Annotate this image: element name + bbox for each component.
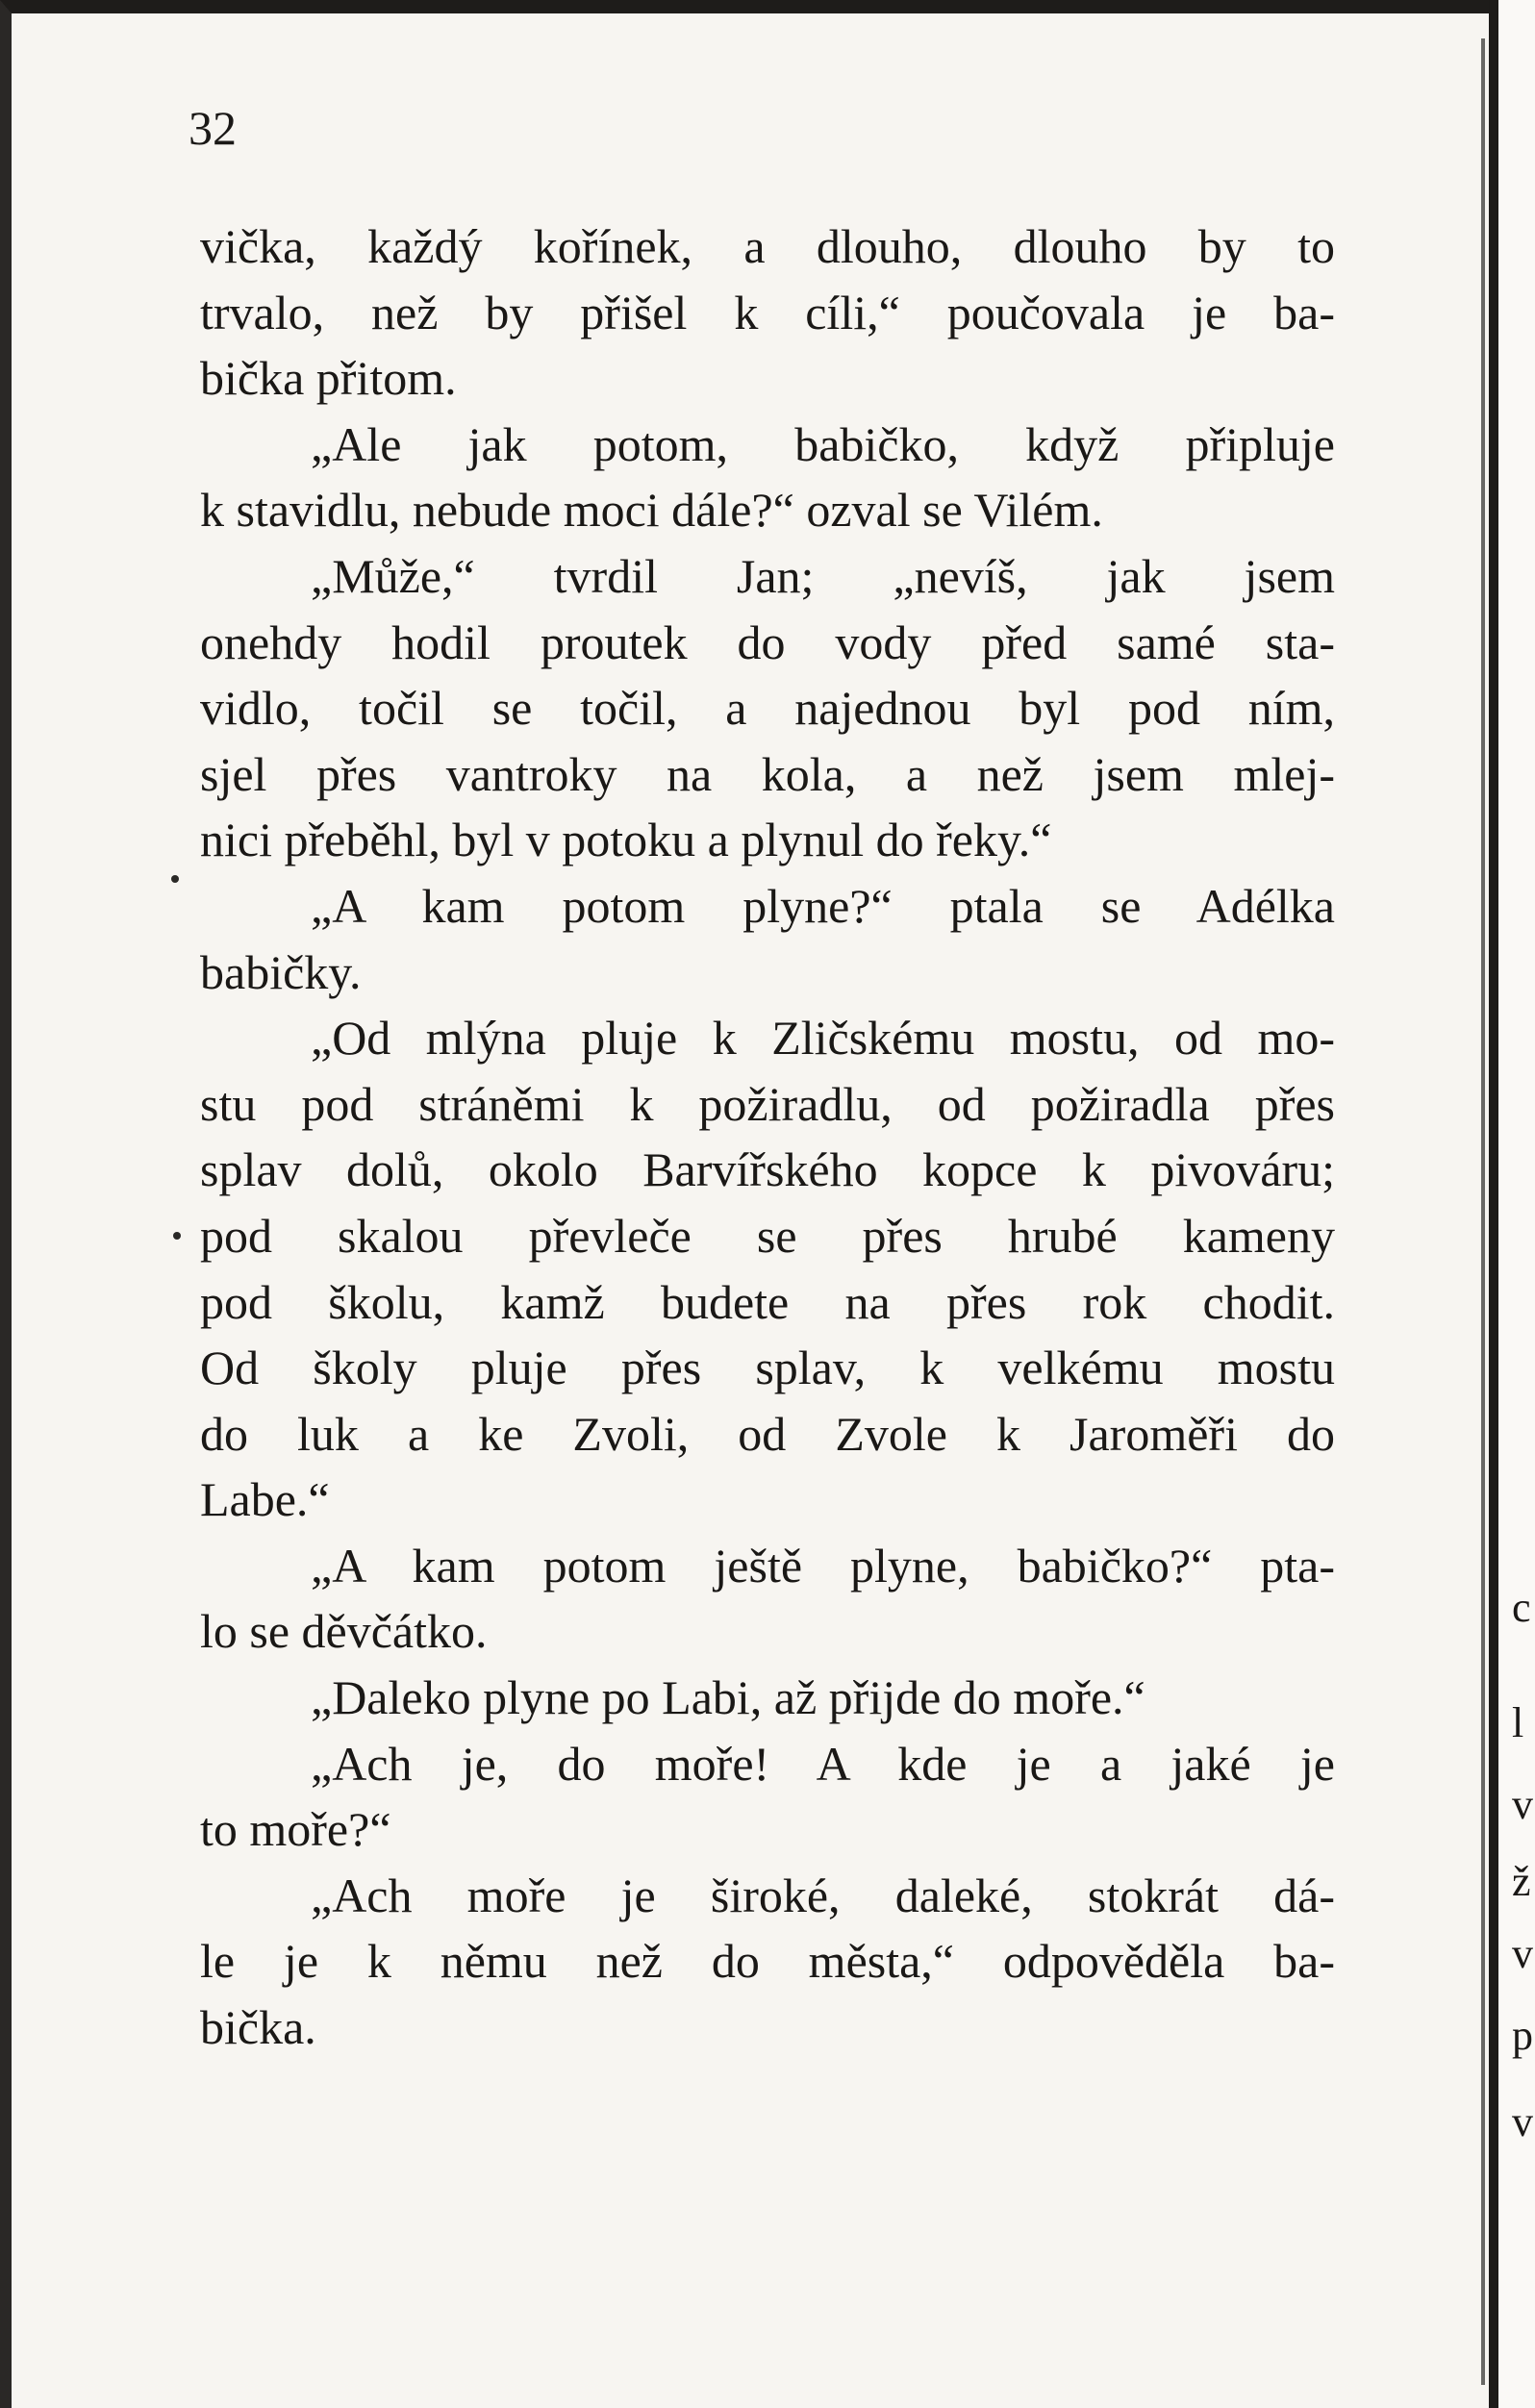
text-line: vička, každý kořínek, a dlouho, dlouho by to [200, 219, 1335, 273]
text-line: „Může,“ tvrdil Jan; „nevíš, jak jsem [311, 548, 1335, 603]
text-line: sjel přes vantroky na kola, a než jsem mlej- [200, 746, 1335, 801]
text-line: pod školu, kamž budete na přes rok chodit. [200, 1274, 1335, 1329]
text-line: bička přitom. [200, 351, 457, 406]
text-line: le je k němu než do města,“ odpověděla ba- [200, 1934, 1335, 1989]
text-line: stu pod stráněmi k požiradlu, od požiradla přes [200, 1076, 1335, 1131]
text-line: lo se děvčátko. [200, 1604, 488, 1659]
text-line: trvalo, než by přišel k cíli,“ poučovala je ba- [200, 285, 1335, 339]
text-line: „A kam potom plyne?“ ptala se Adélka [311, 878, 1335, 933]
margin-mark [173, 1232, 181, 1240]
edge-letter: l [1512, 1699, 1524, 1746]
body-text [200, 213, 1335, 2061]
text-line: „Daleko plyne po Labi, až přijde do moře.“ [311, 1670, 1145, 1725]
text-line: bička. [200, 2000, 316, 2055]
text-line: babičky. [200, 944, 362, 999]
text-line: splav dolů, okolo Barvířského kopce k pivováru; [200, 1142, 1335, 1197]
text-line: pod skalou převleče se přes hrubé kameny [200, 1208, 1335, 1263]
text-line: „Od mlýna pluje k Zličskému mostu, od mo- [311, 1011, 1335, 1066]
text-line: „Ach moře je široké, daleké, stokrát dá- [311, 1868, 1335, 1922]
text-line: Od školy pluje přes splav, k velkému mostu [200, 1341, 1335, 1395]
text-line: Labe.“ [200, 1472, 330, 1527]
text-line: „Ale jak potom, babičko, když připluje [311, 416, 1335, 471]
text-line: k stavidlu, nebude moci dále?“ ozval se Vilém. [200, 483, 1103, 538]
margin-mark [171, 875, 179, 883]
text-line: do luk a ke Zvoli, od Zvole k Jaroměři do [200, 1406, 1335, 1461]
edge-letter: p [1512, 2012, 1533, 2059]
text-line: to moře?“ [200, 1802, 391, 1857]
text-line: nici přeběhl, byl v potoku a plynul do řeky.“ [200, 813, 1052, 867]
edge-letter: v [1512, 2098, 1533, 2145]
edge-letter: v [1512, 1781, 1533, 1828]
page-number: 32 [189, 101, 237, 155]
text-line: onehdy hodil proutek do vody před samé sta- [200, 615, 1335, 669]
edge-letter: v [1512, 1930, 1533, 1977]
text-line: „A kam potom ještě plyne, babičko?“ pta- [311, 1538, 1335, 1593]
gutter-line [1481, 38, 1485, 2385]
edge-letter: ž [1512, 1858, 1531, 1905]
edge-letter: c [1512, 1584, 1531, 1631]
text-line: vidlo, točil se točil, a najednou byl pod ním, [200, 681, 1335, 736]
text-line: „Ach je, do moře! A kde je a jaké je [311, 1736, 1335, 1791]
